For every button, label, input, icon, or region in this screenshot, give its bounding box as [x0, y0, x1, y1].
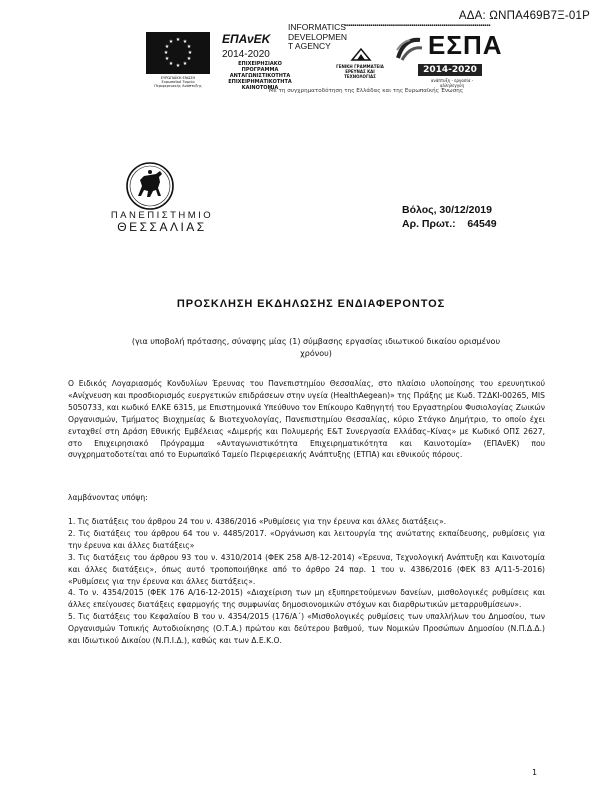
university-name-line1: ΠΑΝΕΠΙΣΤΗΜΙΟ [110, 210, 214, 221]
legal-basis-list [68, 516, 545, 647]
ada-code: ΑΔΑ: ΩΝΠΑ469Β7Ξ-01Ρ [458, 10, 590, 22]
university-name-line2: ΘΕΣΣΑΛΙΑΣ [117, 220, 207, 234]
svg-text:★: ★ [186, 56, 192, 62]
svg-text:★: ★ [186, 44, 192, 50]
svg-text:★: ★ [164, 56, 170, 62]
intro-paragraph: Ο Ειδικός Λογαριασμός Κονδυλίων Έρευνας του Πανεπιστημίου Θεσσαλίας, στο πλαίσιο υλοποίησης του ερευνητικού «Ανίχνευση και προσδιορισμός ευεργετικών επιδράσεων στην υγεία (HealthAegean)» της Πράξης με Κωδ. Τ2ΔΚΙ-00265, ΜIS 5050733, και κωδικό ΕΛΚΕ 6315, με Επιστημονικά Υπεύθυνο τον Επίκουρο Καθηγητή του Εργαστηρίου Φυσιολογίας Ζωικών Οργανισμών, Τμήματος Βιοχημείας & Βιοτεχνολογίας, Πανεπιστημίου Θεσσαλίας, κύριο Στάγκο Δημήτριο, το οποίο έχει ενταχθεί στη Δράση Εθνικής Εμβέλειας «Διμερής και Πολυμερής Ε&Τ Συνεργασία Ελλάδας–Κίνας» με Κωδικό ΟΠΣ 2627, στο Επιχειρησιακό Πρόγραμμα «Ανταγωνιστικότητα Επιχειρηματικότητα και Καινοτομία» (ΕΠΑνΕΚ) που συγχρηματοδοτείται από το Ευρωπαϊκό Ταμείο Περιφερειακής Ανάπτυξης (ΕΤΠΑ) και εθνικούς πόρους. [68, 379, 545, 460]
espa-tagline: ανάπτυξη - εργασία - αλληλεγγύη [430, 78, 474, 88]
protocol-number: Αρ. Πρωτ.: 64549 [402, 217, 497, 230]
logo-strip [138, 22, 598, 94]
svg-text:★: ★ [182, 39, 188, 45]
svg-text:★: ★ [168, 61, 174, 67]
document-title: ΠΡΟΣΚΛΗΣΗ ΕΚΔΗΛΩΣΗΣ ΕΝΔΙΑΦΕΡΟΝΤΟΣ [176, 298, 446, 310]
small-print: ▪▪▪▪▪▪▪▪▪▪▪▪▪▪▪▪▪▪▪▪▪▪▪▪▪▪▪▪▪▪▪▪▪▪▪▪▪▪▪▪▪▪▪▪▪▪▪▪▪▪▪▪▪▪▪▪▪▪▪▪▪▪▪▪▪▪▪▪▪▪▪▪ [344, 23, 491, 27]
gsrt-caption: ΓΕΝΙΚΗ ΓΡΑΜΜΑΤΕΙΑ ΕΡΕΥΝΑΣ ΚΑΙ ΤΕΧΝΟΛΟΓΙΑΣ [336, 64, 384, 79]
eu-caption: ΕΥΡΩΠΑΪΚΗ ΕΝΩΣΗ Ευρωπαϊκό Ταμείο Περιφερειακής Ανάπτυξης [154, 76, 202, 89]
page-number: 1 [532, 768, 538, 777]
list-item: 4. Το ν. 4354/2015 (ΦΕΚ 176 Α/16-12-2015) «Διαχείριση των μη εξυπηρετούμενων δανείων, μισθολογικές ρυθμίσεις και άλλες επείγουσες διατάξεις εφαρμογής της συμφωνίας δημοσιονομικών στόχων και διαρθρωτικών μεταρρυθμίσεων». [68, 588, 545, 610]
list-item: 3. Τις διατάξεις του άρθρου 93 του ν. 4310/2014 (ΦΕΚ 258 Α/8-12-2014) «Έρευνα, Τεχνολογική Ανάπτυξη και Καινοτομία και άλλες διατάξεις», όπως αυτό τροποποιήθηκε από το άρθρο 24 παρ. 1 του ν. 4386/2016 (ΦΕΚ 83 Α/11-5-2016) «Ρυθμίσεις για την έρευνα και άλλες διατάξεις». [68, 552, 545, 586]
document-meta [402, 204, 497, 231]
espa-emblem-icon [394, 34, 424, 68]
document-subtitle: (για υποβολή πρότασης, σύναψης μίας (1) σύμβασης εργασίας ιδιωτικού δικαίου ορισμένου χρόνου) [131, 337, 501, 358]
svg-text:★: ★ [163, 50, 169, 56]
svg-text:★: ★ [168, 39, 174, 45]
svg-text:★: ★ [164, 44, 170, 50]
eu-flag-logo [146, 32, 210, 74]
list-item: 1. Τις διατάξεις του άρθρου 24 του ν. 4386/2016 «Ρυθμίσεις για την έρευνα και άλλες διατάξεις». [68, 517, 447, 526]
svg-text:★: ★ [187, 50, 193, 56]
gsrt-emblem-icon [350, 46, 372, 62]
svg-text:★: ★ [175, 37, 181, 43]
espa-years: 2014-2020 [418, 64, 482, 76]
epanek-logo: ΕΠΑνΕΚ 2014-2020 ΕΠΙΧΕΙΡΗΣΙΑΚΟ ΠΡΟΓΡΑΜΜΑ ΑΝΤΑΓΩΝΙΣΤΙΚΟΤΗΤΑ ΕΠΙΧΕΙΡΗΜΑΤΙΚΟΤΗΤΑ ΚΑΙΝΟΤΟΜΙΑ [222, 32, 292, 91]
cofunding-note: Με τη συγχρηματοδότηση της Ελλάδας και της Ευρωπαϊκής Ένωσης [268, 88, 464, 94]
list-item: 5. Τις διατάξεις του Κεφαλαίου Β του ν. 4354/2015 (176/Α΄) «Μισθολογικές ρυθμίσεις των υπαλλήλων του Δημοσίου, των Οργανισμών Τοπικής Αυτοδιοίκησης (Ο.Τ.Α.) πρώτου και δεύτερου βαθμού, των Νομικών Προσώπων Δημοσίου (Ν.Π.Δ.Δ.) και Ιδιωτικού Δικαίου (Ν.Π.Ι.Δ.), καθώς και των Δ.Ε.Κ.Ο. [68, 612, 545, 646]
date-line: Βόλος, 30/12/2019 [402, 204, 492, 216]
espa-logo-text: ΕΣΠΑ [428, 30, 503, 60]
list-item: 2. Τις διατάξεις του άρθρου 64 του ν. 4485/2017. «Οργάνωση και λειτουργία της ανώτατης εκπαίδευσης, ρυθμίσεις για την έρευνα και άλλες διατάξεις» [68, 528, 545, 550]
svg-text:★: ★ [182, 61, 188, 67]
university-emblem-icon [126, 160, 174, 212]
svg-text:★: ★ [175, 63, 181, 69]
informatics-development-agency-text: INFORMATICS DEVELOPMEN T AGENCY [288, 22, 348, 52]
considering-heading: λαμβάνοντας υπόψη: [68, 493, 148, 502]
